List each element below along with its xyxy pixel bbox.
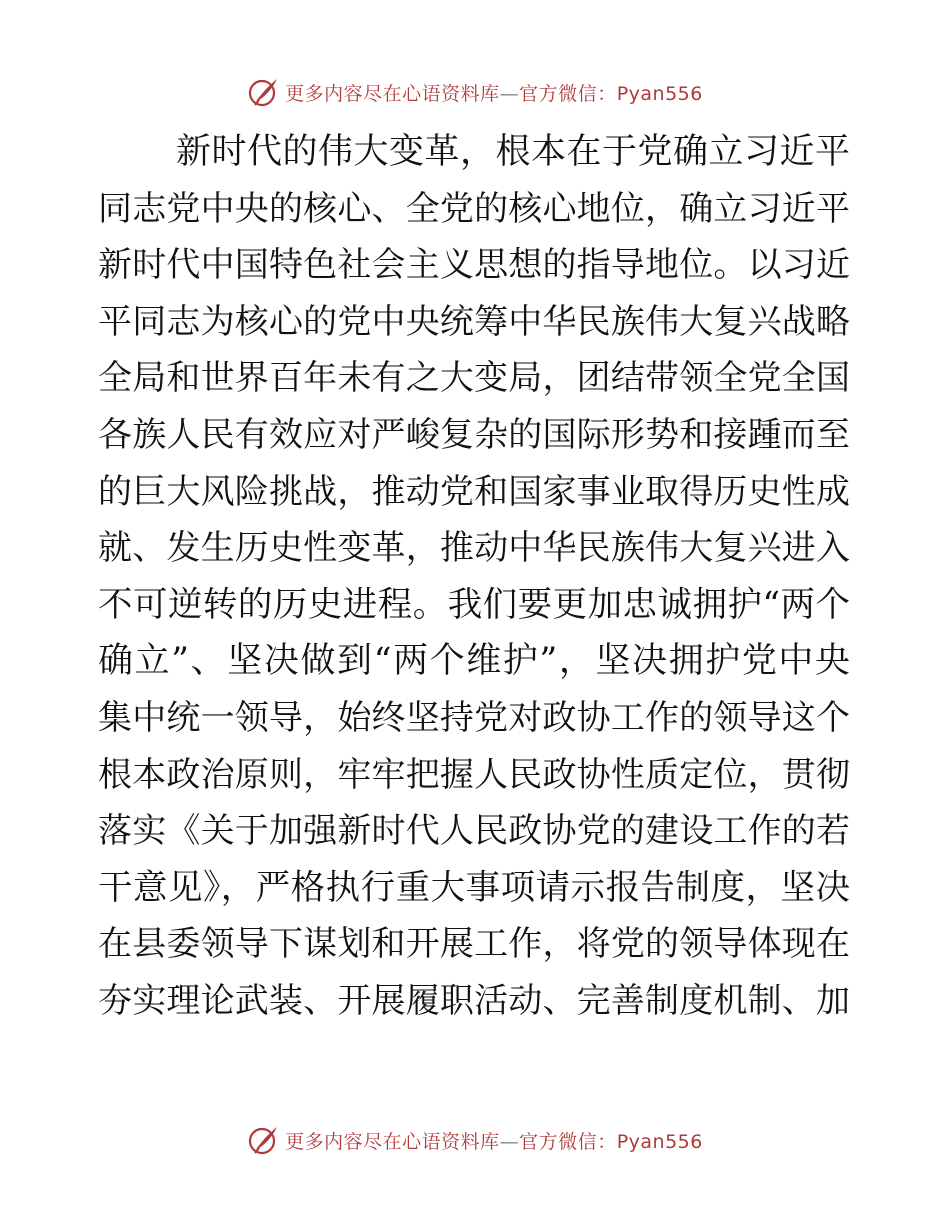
- watermark-text: [285, 1127, 703, 1154]
- watermark-text: [285, 79, 703, 106]
- body-line: 确立”、坚决做到“两个维护”，坚决拥护党中央: [98, 641, 850, 682]
- body-line: 不可逆转的历史进程。我们要更加忠诚拥护“两个: [98, 584, 850, 625]
- feather-quill-circle-icon: [247, 1123, 281, 1157]
- watermark-separator: —: [499, 1130, 520, 1153]
- watermark-wechat-id: Pyan556: [616, 1130, 703, 1153]
- body-line: 全局和世界百年未有之大变局，团结带领全党全国: [98, 358, 850, 399]
- watermark-site-text: 更多内容尽在心语资料库: [285, 1130, 500, 1153]
- body-line: 平同志为核心的党中央统筹中华民族伟大复兴战略: [98, 301, 850, 342]
- feather-quill-circle-icon: [247, 75, 281, 109]
- body-line: 落实《关于加强新时代人民政协党的建设工作的若: [98, 811, 850, 852]
- body-line: 就、发生历史性变革，推动中华民族伟大复兴进入: [98, 528, 850, 569]
- document-body: [98, 124, 850, 1030]
- body-line: 夯实理论武装、开展履职活动、完善制度机制、加: [98, 980, 850, 1021]
- body-line: 同志党中央的核心、全党的核心地位，确立习近平: [98, 188, 850, 229]
- footer-watermark: [0, 1120, 950, 1160]
- header-watermark: [0, 72, 950, 112]
- body-line: 集中统一领导，始终坚持党对政协工作的领导这个: [98, 697, 850, 738]
- body-line: 新时代的伟大变革，根本在于党确立习近平: [176, 132, 850, 172]
- watermark-wechat-id: Pyan556: [616, 82, 703, 105]
- body-line: 新时代中国特色社会主义思想的指导地位。以习近: [98, 245, 850, 286]
- body-line: 各族人民有效应对严峻复杂的国际形势和接踵而至: [98, 414, 850, 455]
- watermark-separator: —: [499, 82, 520, 105]
- body-line: 在县委领导下谋划和开展工作，将党的领导体现在: [98, 924, 850, 965]
- body-line: 根本政治原则，牢牢把握人民政协性质定位，贯彻: [98, 754, 850, 795]
- body-line: 的巨大风险挑战，推动党和国家事业取得历史性成: [98, 471, 850, 512]
- watermark-site-text: 更多内容尽在心语资料库: [285, 82, 500, 105]
- watermark-wechat-label: 官方微信：: [519, 1130, 617, 1153]
- watermark-wechat-label: 官方微信：: [519, 82, 617, 105]
- body-line: 干意见》，严格执行重大事项请示报告制度，坚决: [98, 867, 850, 908]
